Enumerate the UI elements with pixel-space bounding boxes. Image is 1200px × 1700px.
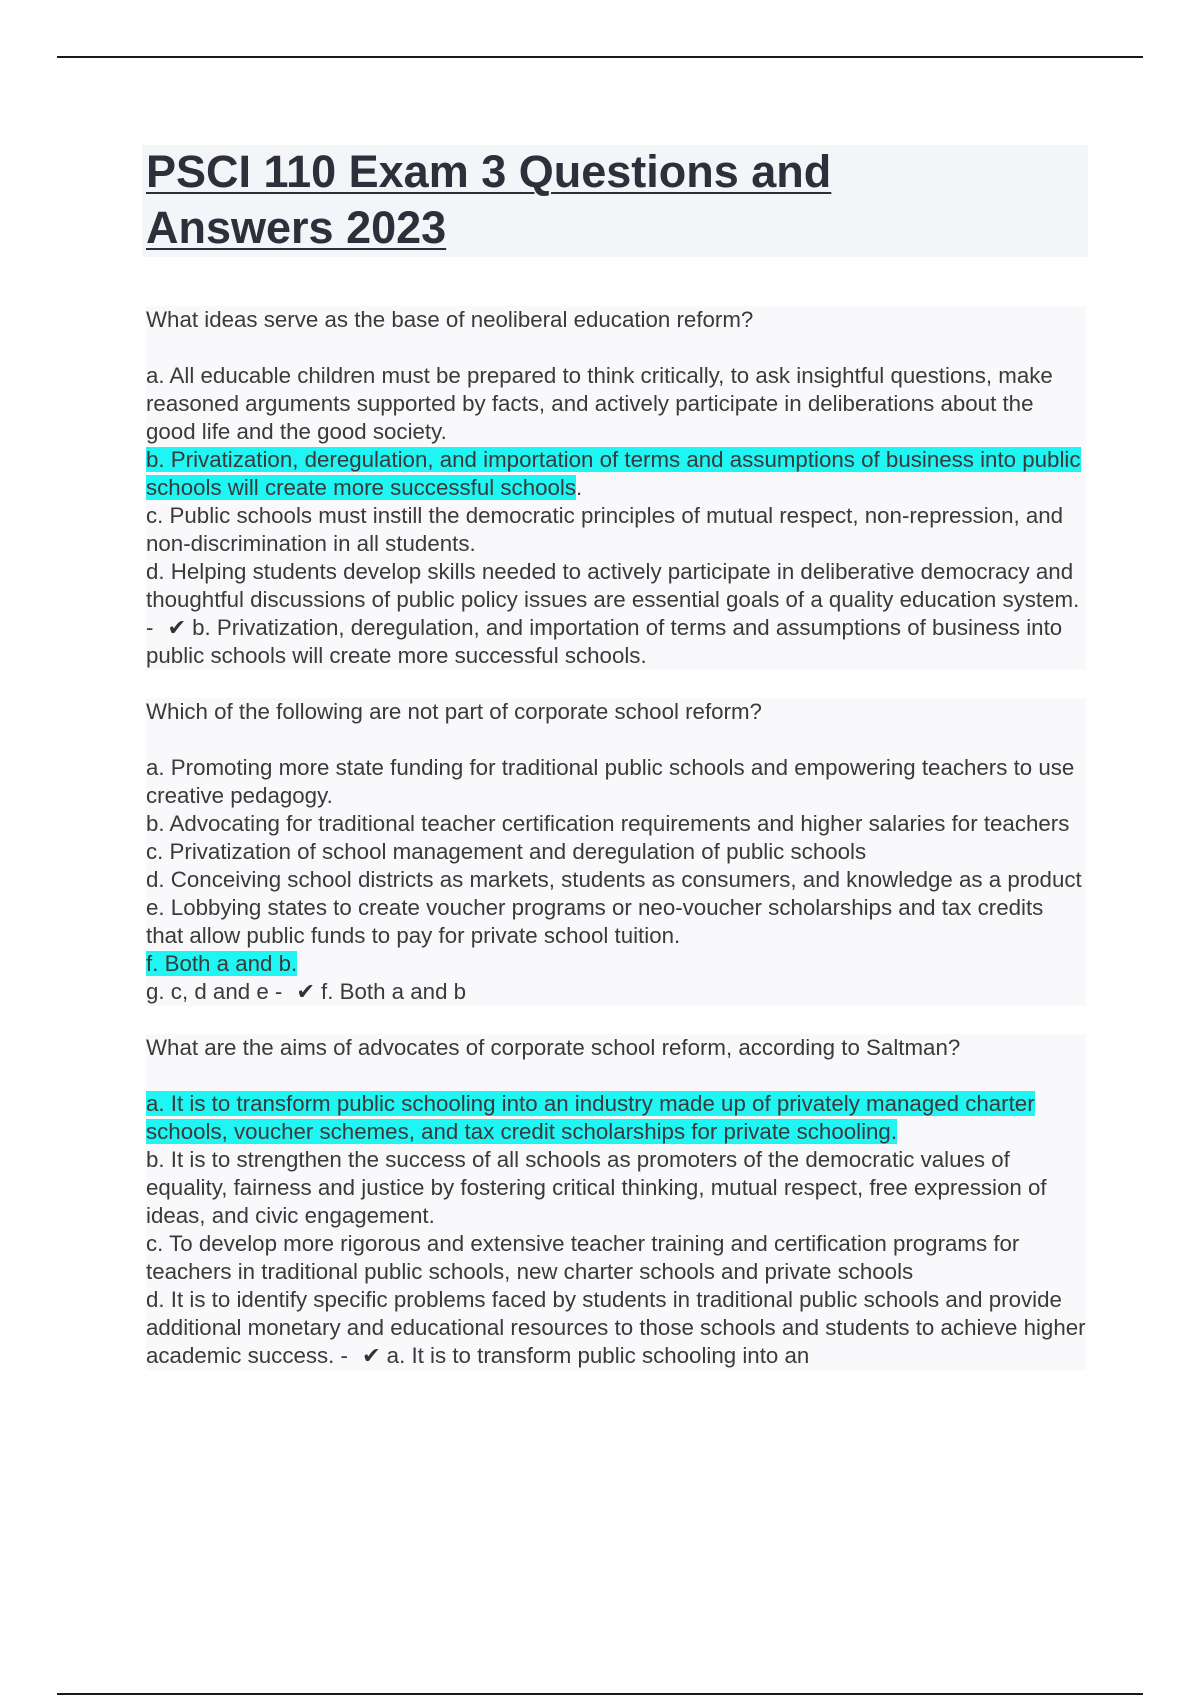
answer-option-d-text: d. It is to identify specific problems faced by students in traditional public schools and provide additional monetary and educational resources to those schools and students to achieve higher academic success. - [146, 1287, 1086, 1368]
answer-option-g [146, 978, 1086, 1006]
answer-option-d [146, 558, 1086, 670]
answer-option-a [146, 1090, 1086, 1146]
answer-option-d [146, 1286, 1086, 1370]
answer-option-d-text: d. Helping students develop skills needed to actively participate in deliberative democracy and thoughtful discussions of public policy issues are essential goals of a quality education system. - [146, 559, 1080, 640]
question-block-2 [146, 698, 1086, 1006]
answer-option-a: a. Promoting more state funding for traditional public schools and empowering teachers to use creative pedagogy. [146, 755, 1075, 808]
footer-rule [57, 1693, 1143, 1695]
document-body [146, 306, 1086, 1398]
question-block-3 [146, 1034, 1086, 1370]
checkmark-icon: ✔ [361, 1343, 381, 1368]
highlighted-correct-option: f. Both a and b. [146, 951, 298, 976]
answer-option-g-text: g. c, d and e - [146, 979, 283, 1004]
answer-option-c: c. To develop more rigorous and extensive teacher training and certification programs for teachers in traditional public schools, new charter schools and private schools [146, 1231, 1020, 1284]
answer-option-e: e. Lobbying states to create voucher programs or neo-voucher scholarships and tax credits that allow public funds to pay for private school tuition. [146, 895, 1044, 948]
question-text: What are the aims of advocates of corporate school reform, according to Saltman? [146, 1035, 961, 1060]
answer-option-b: b. It is to strengthen the success of all schools as promoters of the democratic values of equality, fairness and justice by fostering critical thinking, mutual respect, free expression of ideas, and civic engagement. [146, 1147, 1047, 1228]
correct-answer-text: b. Privatization, deregulation, and importation of terms and assumptions of business into public schools will create more successful schools. [146, 615, 1063, 668]
answer-option-b: b. Advocating for traditional teacher certification requirements and higher salaries for teachers [146, 811, 1070, 836]
option-period: . [576, 475, 583, 500]
answer-option-d: d. Conceiving school districts as markets, students as consumers, and knowledge as a product [146, 867, 1082, 892]
question-text: What ideas serve as the base of neoliberal education reform? [146, 307, 754, 332]
correct-answer-text: f. Both a and b [321, 979, 467, 1004]
answer-option-a: a. All educable children must be prepared to think critically, to ask insightful questions, make reasoned arguments supported by facts, and actively participate in deliberations about the good life and the good society. [146, 363, 1053, 444]
correct-answer-text: a. It is to transform public schooling into an [386, 1343, 810, 1368]
answer-option-c: c. Public schools must instill the democratic principles of mutual respect, non-repression, and non-discrimination in all students. [146, 503, 1064, 556]
highlighted-correct-option: b. Privatization, deregulation, and importation of terms and assumptions of business into public schools will create more successful schools [146, 447, 1081, 500]
answer-option-b [146, 446, 1086, 502]
question-block-1 [146, 306, 1086, 670]
question-text: Which of the following are not part of corporate school reform? [146, 699, 762, 724]
answer-option-f [146, 950, 1086, 978]
header-rule [57, 56, 1143, 58]
document-title: PSCI 110 Exam 3 Questions and Answers 2023 [146, 146, 832, 253]
checkmark-icon: ✔ [296, 979, 316, 1004]
checkmark-icon: ✔ [167, 615, 187, 640]
highlighted-correct-option: a. It is to transform public schooling into an industry made up of privately managed charter schools, voucher schemes, and tax credit scholarships for private schooling. [146, 1091, 1035, 1144]
answer-option-c: c. Privatization of school management and deregulation of public schools [146, 839, 867, 864]
